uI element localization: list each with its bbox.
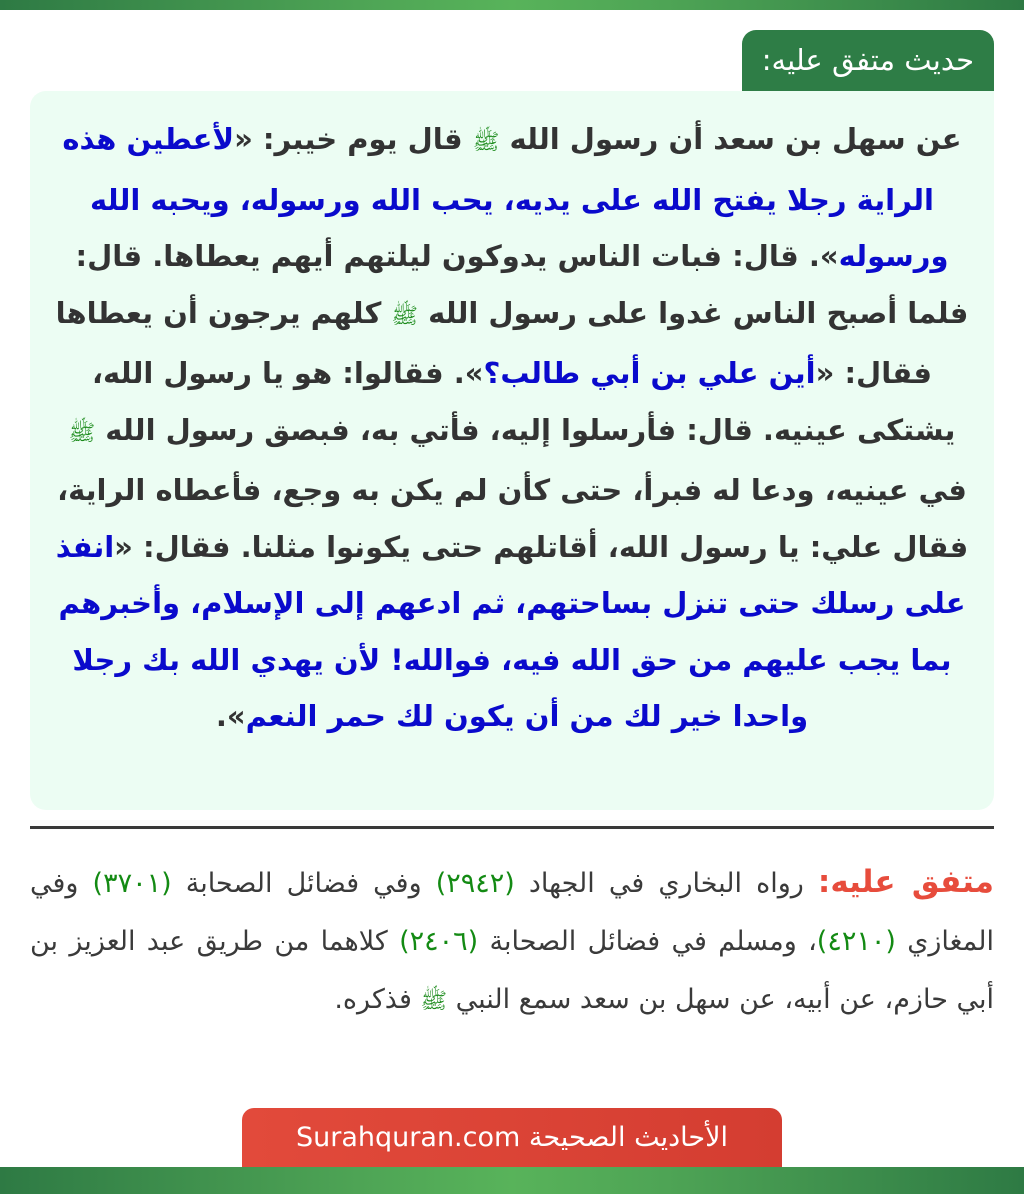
hadith-reference-number: (٢٤٠٦) — [399, 926, 479, 957]
hadith-segment-prophet-quote: لأعطين هذه الراية رجلا يفتح الله على يديه، يحب الله ورسوله، ويحبه الله ورسوله — [62, 122, 949, 273]
hadith-reference-number: (٤٢١٠) — [816, 926, 896, 957]
pbuh-icon: ﷺ — [472, 130, 500, 155]
takhrij-label: متفق عليه: — [817, 864, 994, 900]
top-decorative-bar — [0, 0, 1024, 10]
bottom-decorative-bar — [0, 1167, 1024, 1194]
hadith-title-tab — [742, 30, 994, 91]
hadith-segment-narration: في عينيه، ودعا له فبرأ، حتى كأن لم يكن به وجع، فأعطاه الراية، فقال علي: يا رسول الله، أقاتلهم حتى يكونوا مثلنا. فقال: « — [57, 473, 969, 564]
takhrij-text: وفي المغازي — [30, 868, 994, 957]
hadith-segment-narration: ». قال: فبات الناس يدوكون ليلتهم أيهم يعطاها. قال: فلما أصبح الناس غدوا على رسول الله — [75, 239, 969, 330]
takhrij-text: كلاهما من طريق عبد العزيز بن أبي حازم، عن أبيه، عن سهل بن سعد سمع النبي — [30, 926, 994, 1015]
hadith-segment-narration: كلهم يرجون أن يعطاها فقال: « — [55, 295, 932, 390]
hadith-reference-number: (٣٧٠١) — [92, 868, 172, 899]
hadith-text — [48, 111, 976, 745]
hadith-segment-prophet-quote: أين علي بن أبي طالب؟ — [483, 356, 816, 390]
takhrij-text: ، ومسلم في فضائل الصحابة — [478, 926, 817, 957]
section-divider — [30, 826, 994, 829]
hadith-segment-narration: ». فقالوا: هو يا رسول الله، يشتكى عينيه. قال: فأرسلوا إليه، فأتي به، فبصق رسول الله — [92, 356, 956, 447]
pbuh-icon: ﷺ — [420, 989, 448, 1014]
hadith-title: حديث متفق عليه: — [761, 43, 974, 77]
footer-site-label: الأحاديث الصحيحة Surahquran.com — [296, 1122, 728, 1153]
takhrij-text: رواه البخاري في الجهاد — [514, 868, 818, 899]
hadith-segment-prophet-quote: انفذ على رسلك حتى تنزل بساحتهم، ثم ادعهم إلى الإسلام، وأخبرهم بما يجب عليهم من حق الله فيه، فوالله! لأن يهدي الله بك رجلا واحدا خير لك من أن يكون لك حمر النعم — [55, 529, 966, 733]
takhrij-text: وفي فضائل الصحابة — [171, 868, 436, 899]
hadith-segment-narration: عن سهل بن سعد أن رسول الله — [499, 122, 962, 156]
hadith-reference-number: (٢٩٤٢) — [435, 868, 515, 899]
takhrij-text: فذكره. — [334, 984, 421, 1015]
pbuh-icon: ﷺ — [68, 420, 96, 446]
hadith-segment-narration: ». — [215, 699, 246, 733]
hadith-segment-narration: قال يوم خيبر: « — [234, 122, 473, 156]
site-footer-badge — [242, 1108, 782, 1167]
takhrij-paragraph — [30, 853, 994, 1031]
pbuh-icon: ﷺ — [391, 303, 418, 329]
hadith-box — [30, 91, 994, 810]
